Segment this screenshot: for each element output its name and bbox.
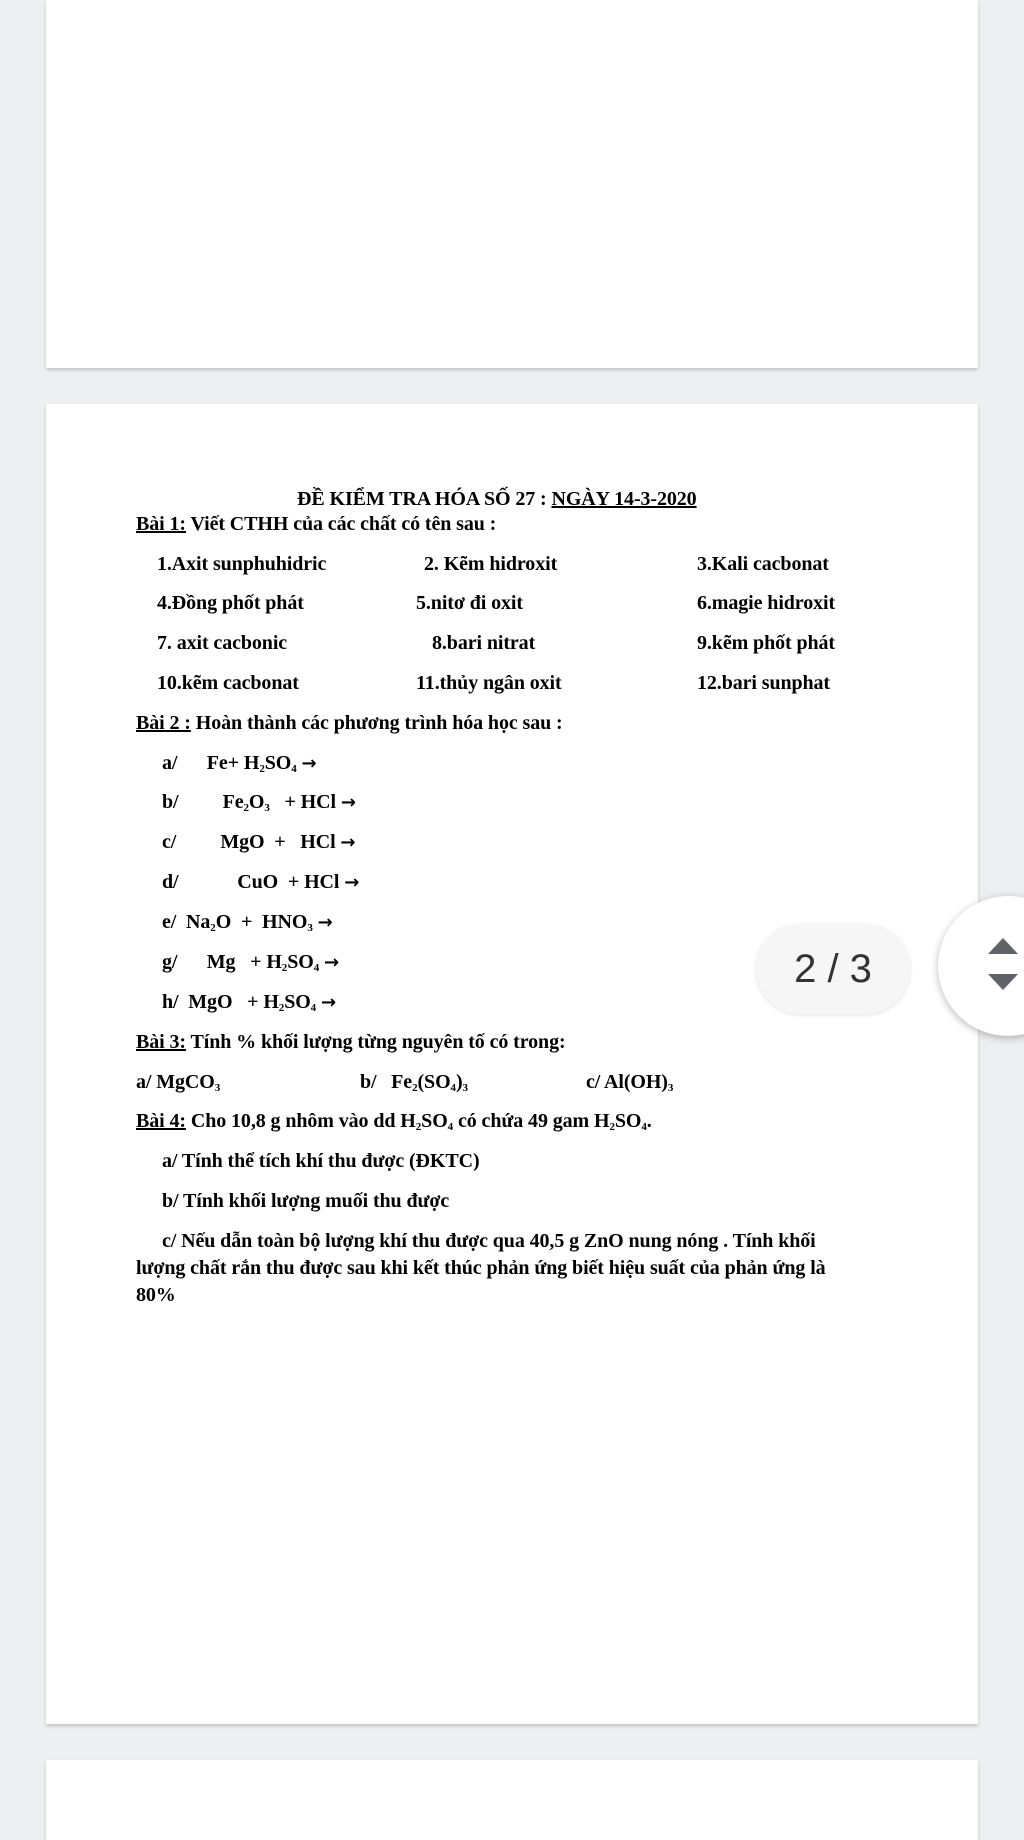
bai4-part-c: c/ Nếu dẫn toàn bộ lượng khí thu được qua 40,5 g ZnO nung nóng . Tính khối <box>162 1230 816 1252</box>
bai1-item: 6.magie hidroxit <box>697 592 836 614</box>
document-content <box>46 404 978 1724</box>
arrow-up-icon[interactable] <box>988 938 1018 954</box>
pdf-page-3 <box>46 1760 978 1840</box>
bai1-item: 11.thủy ngân oxit <box>416 672 562 694</box>
bai1-item: 1.Axit sunphuhidric <box>157 553 327 575</box>
bai1-item: 10.kẽm cacbonat <box>157 672 299 694</box>
arrow-down-icon[interactable] <box>988 974 1018 990</box>
page-title: ĐỀ KIỂM TRA HÓA SỐ 27 : NGÀY 14-3-2020 <box>297 488 697 510</box>
pdf-page-2 <box>46 404 978 1724</box>
bai1-item: 9.kẽm phốt phát <box>697 632 835 654</box>
bai1-item: 5.nitơ đi oxit <box>416 592 523 614</box>
bai4-heading: Bài 4: Cho 10,8 g nhôm vào dd $H_2SO_4$ có chứa 49 gam $H_2SO_4$. <box>136 1110 652 1133</box>
equation-g: g/ $Mg + H_2SO_4$ → <box>162 951 339 974</box>
page-indicator: 2 / 3 <box>756 924 910 1014</box>
bai1-item: 4.Đồng phốt phát <box>157 592 304 614</box>
equation-e: e/ $Na_2O + HNO_3$ → <box>162 911 333 934</box>
bai1-item: 12.bari sunphat <box>697 672 830 694</box>
bai1-item: 7. axit cacbonic <box>157 632 288 654</box>
bai4-part-a: a/ Tính thể tích khí thu được (ĐKTC) <box>162 1150 480 1172</box>
equation-a: a/ $Fe+ H_2SO_4$ → <box>162 752 317 775</box>
equation-d: d/ CuO + HCl → <box>162 871 360 893</box>
equation-c: c/ MgO + HCl → <box>162 831 356 853</box>
bai4-part-c-cont: lượng chất rắn thu được sau khi kết thúc phản ứng biết hiệu suất của phản ứng là <box>136 1257 826 1279</box>
bai1-item: 2. Kẽm hidroxit <box>424 553 558 575</box>
bai3-part-a: a/ MgCO$_3$ <box>136 1071 221 1094</box>
bai3-part-c: c/ $Al(OH)_3$ <box>586 1071 674 1094</box>
pdf-page-1 <box>46 0 978 368</box>
equation-h: h/ MgO + $H_2SO_4$ → <box>162 991 336 1014</box>
bai4-part-c-end: 80% <box>136 1284 176 1306</box>
equation-b: b/ $Fe_2O_3$ + HCl → <box>162 791 356 814</box>
bai1-item: 8.bari nitrat <box>432 632 536 654</box>
bai1-heading: Bài 1: Viết CTHH của các chất có tên sau : <box>136 513 497 535</box>
bai4-part-b: b/ Tính khối lượng muối thu được <box>162 1190 450 1212</box>
bai3-part-b: b/ $Fe_2(SO_4)_3$ <box>360 1071 468 1094</box>
bai3-heading: Bài 3: Tính % khối lượng từng nguyên tố có trong: <box>136 1031 566 1053</box>
bai1-item: 3.Kali cacbonat <box>697 553 829 575</box>
bai2-heading: Bài 2 : Hoàn thành các phương trình hóa học sau : <box>136 712 563 734</box>
